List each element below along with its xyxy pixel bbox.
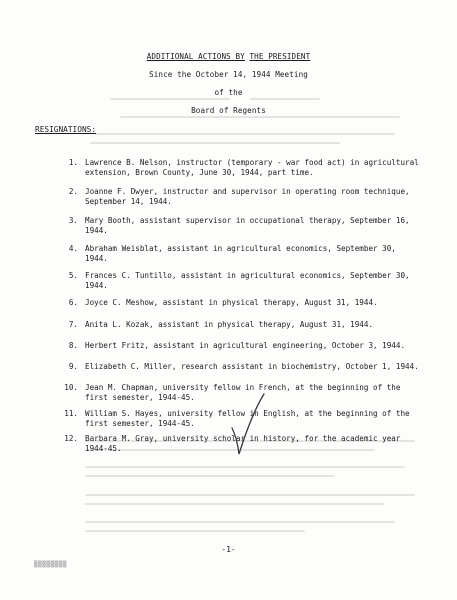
document-subtitle-of: of the bbox=[214, 88, 243, 97]
item-number: 1. bbox=[68, 158, 78, 167]
item-text: Joanne F. Dwyer, instructor and supervisor in operating room technique, September 14, 1944. bbox=[85, 187, 410, 206]
document-subtitle: Since the October 14, 1944 Meeting bbox=[149, 70, 308, 79]
item-text: Herbert Fritz, assistant in agricultural engineering, October 3, 1944. bbox=[85, 341, 406, 350]
item-number: 3. bbox=[68, 216, 78, 225]
item-number: 9. bbox=[68, 362, 78, 371]
item-text: Elizabeth C. Miller, research assistant in biochemistry, October 1, 1944. bbox=[85, 362, 419, 371]
item-number: 12. bbox=[64, 434, 78, 443]
item-number: 6. bbox=[68, 298, 78, 307]
item-text: Frances C. Tuntillo, assistant in agricultural economics, September 30, 1944. bbox=[85, 271, 410, 290]
item-text: William S. Hayes, university fellow in English, at the beginning of the first semester, 1944-45. bbox=[85, 409, 410, 428]
document-subtitle-board: Board of Regents bbox=[191, 106, 266, 115]
item-number: 5. bbox=[68, 271, 78, 280]
archive-stamp: ▒▒▒▒▒▒▒▒ bbox=[34, 561, 67, 568]
item-number: 10. bbox=[64, 383, 78, 392]
document-title: ADDITIONAL ACTIONS BY THE PRESIDENT bbox=[146, 52, 311, 61]
item-text: Joyce C. Meshow, assistant in physical therapy, August 31, 1944. bbox=[85, 298, 378, 307]
item-text: Mary Booth, assistant supervisor in occupational therapy, September 16, 1944. bbox=[85, 216, 410, 235]
section-title-resignations: RESIGNATIONS: bbox=[35, 125, 97, 134]
item-text: Jean M. Chapman, university fellow in French, at the beginning of the first semester, 1944-45. bbox=[85, 383, 401, 402]
item-text: Lawrence B. Nelson, instructor (temporary - war food act) in agricultural extension, Brown County, June 30, 1944, part time. bbox=[85, 158, 419, 177]
item-text: Anita L. Kozak, assistant in physical therapy, August 31, 1944. bbox=[85, 320, 374, 329]
item-number: 2. bbox=[68, 187, 78, 196]
item-number: 8. bbox=[68, 341, 78, 350]
item-text: Barbara M. Gray, university scholar in history, for the academic year 1944-45. bbox=[85, 434, 401, 453]
page-number: -1- bbox=[221, 545, 236, 554]
item-text: Abraham Weisblat, assistant in agricultural economics, September 30, 1944. bbox=[85, 244, 396, 263]
item-number: 4. bbox=[68, 244, 78, 253]
item-number: 11. bbox=[64, 409, 78, 418]
item-number: 7. bbox=[68, 320, 78, 329]
